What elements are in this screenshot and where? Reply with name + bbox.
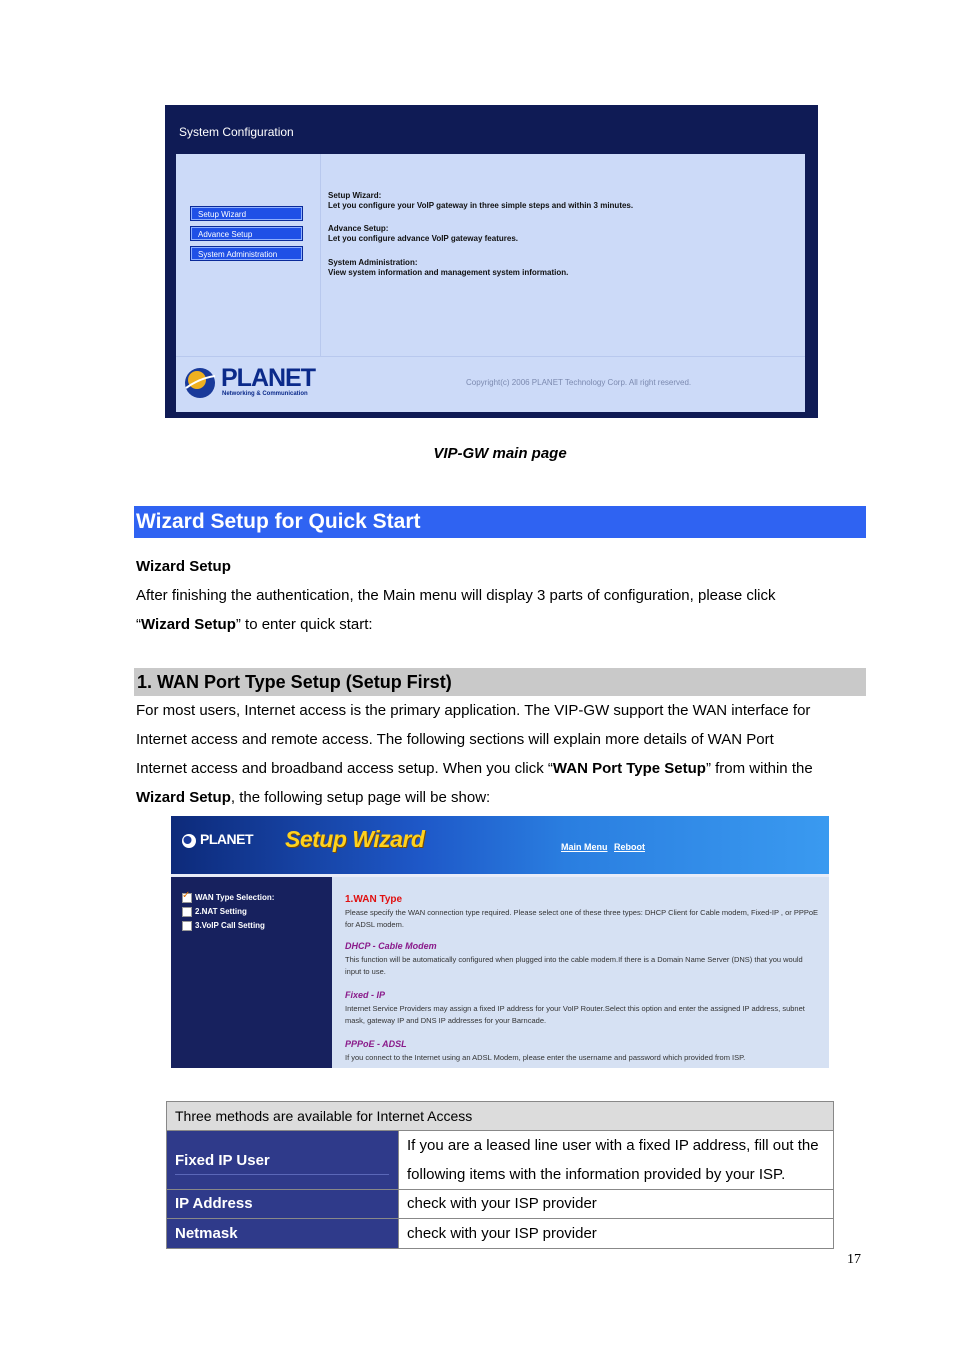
internet-access-table bbox=[166, 1101, 834, 1249]
intro-heading: Wizard Setup bbox=[136, 558, 231, 575]
intro-bold: Wizard Setup bbox=[141, 616, 236, 633]
planet-small-logo-icon bbox=[181, 833, 197, 849]
checkbox-icon[interactable] bbox=[182, 907, 192, 917]
pppoe-heading: PPPoE - ADSL bbox=[345, 1039, 407, 1049]
body-l3-a: Internet access and broadband access setup. When you click “ bbox=[136, 760, 553, 777]
figure-caption: VIP-GW main page bbox=[433, 445, 567, 462]
desc-advance-setup bbox=[328, 224, 518, 244]
system-administration-button[interactable]: System Administration bbox=[190, 246, 303, 261]
intro-rest: ” to enter quick start: bbox=[235, 616, 373, 633]
subsection-title: 1. WAN Port Type Setup (Setup First) bbox=[137, 672, 452, 692]
intro-line-1: After finishing the authentication, the Main menu will display 3 parts of configuration, please click bbox=[136, 587, 776, 604]
wizard-content bbox=[332, 877, 829, 1068]
nav-nat-setting[interactable] bbox=[182, 907, 247, 917]
desc-heading: Setup Wizard: bbox=[328, 191, 382, 200]
body-line-4 bbox=[136, 789, 490, 807]
desc-text: Let you configure advance VoIP gateway features. bbox=[328, 234, 518, 243]
wizard-banner-title: Setup Wizard bbox=[285, 826, 425, 852]
subsection-title-bar bbox=[134, 668, 866, 696]
desc-heading: Advance Setup: bbox=[328, 224, 389, 233]
wizard-top-links bbox=[561, 842, 649, 852]
nav-label: 3.VoIP Call Setting bbox=[195, 921, 265, 931]
planet-logo-tagline: Networking & Communication bbox=[222, 391, 308, 397]
wizard-banner bbox=[171, 816, 829, 874]
advance-setup-button[interactable]: Advance Setup bbox=[190, 226, 303, 241]
body-l3-c: ” from within the bbox=[705, 760, 813, 777]
wan-type-text: Please specify the WAN connection type required. Please select one of these three types: DHCP Client for Cable modem, Fixed-IP , or PPPoE for ADSL modem. bbox=[345, 908, 819, 929]
desc-text: Let you configure your VoIP gateway in three simple steps and within 3 minutes. bbox=[328, 201, 634, 210]
table-header: Three methods are available for Internet Access bbox=[166, 1101, 834, 1131]
main-menu-link[interactable]: Main Menu bbox=[561, 842, 608, 852]
wizard-nav bbox=[171, 877, 332, 1068]
body-l4-a: Wizard Setup bbox=[136, 789, 231, 806]
row-netmask-label: Netmask bbox=[166, 1218, 399, 1249]
desc-system-administration bbox=[328, 258, 568, 278]
planet-logo-text: PLANET bbox=[221, 364, 315, 392]
system-config-title: System Configuration bbox=[179, 125, 294, 139]
section-title: Wizard Setup for Quick Start bbox=[136, 510, 421, 533]
setup-wizard-button[interactable]: Setup Wizard bbox=[190, 206, 303, 221]
label-underline bbox=[175, 1174, 389, 1175]
nav-wan-type[interactable] bbox=[182, 893, 274, 903]
row-fixed-ip-value bbox=[398, 1130, 834, 1190]
fixed-ip-heading: Fixed - IP bbox=[345, 990, 386, 1000]
desc-text: View system information and management system information. bbox=[328, 268, 569, 277]
dhcp-heading: DHCP - Cable Modem bbox=[345, 941, 437, 951]
body-l4-b: , the following setup page will be show: bbox=[230, 789, 491, 806]
fixed-ip-value-line-1: If you are a leased line user with a fixed IP address, fill out the bbox=[407, 1137, 819, 1154]
pppoe-text: If you connect to the Internet using an ADSL Modem, please enter the username and password which provided from ISP. bbox=[345, 1053, 746, 1062]
nav-label: WAN Type Selection: bbox=[195, 893, 275, 903]
reboot-link[interactable]: Reboot bbox=[614, 842, 646, 852]
desc-setup-wizard bbox=[328, 191, 633, 211]
wan-type-heading: 1.WAN Type bbox=[345, 894, 403, 905]
row-fixed-ip-label: Fixed IP User bbox=[166, 1130, 399, 1190]
fixed-ip-text: Internet Service Providers may assign a fixed IP address for your VoIP Router.Select this option and enter the assigned IP address, subnet mask, gateway IP and DNS IP addresses for your Barncade. bbox=[345, 1004, 805, 1025]
section-title-bar bbox=[134, 506, 866, 538]
nav-voip-call-setting[interactable] bbox=[182, 921, 265, 931]
setup-wizard-screenshot bbox=[171, 816, 829, 1068]
checkbox-checked-icon[interactable] bbox=[182, 893, 192, 903]
page-number: 17 bbox=[847, 1252, 861, 1267]
body-line-1: For most users, Internet access is the primary application. The VIP-GW support the WAN interface for bbox=[136, 702, 811, 719]
fixed-ip-value-line-2: following items with the information provided by your ISP. bbox=[407, 1166, 786, 1183]
quote-open: “ bbox=[136, 616, 141, 633]
main-page-screenshot bbox=[165, 105, 818, 418]
planet-logo-icon bbox=[183, 366, 217, 400]
panel-divider-vertical bbox=[320, 154, 321, 356]
desc-heading: System Administration: bbox=[328, 258, 418, 267]
body-line-3 bbox=[136, 760, 813, 778]
wizard-logo-text: PLANET bbox=[200, 831, 253, 847]
nav-label: 2.NAT Setting bbox=[195, 907, 247, 917]
intro-line-2 bbox=[136, 616, 373, 634]
copyright-text: Copyright(c) 2006 PLANET Technology Corp. All right reserved. bbox=[466, 378, 692, 387]
row-ip-address-label: IP Address bbox=[166, 1189, 399, 1219]
body-l3-b: WAN Port Type Setup bbox=[552, 760, 706, 777]
dhcp-text: This function will be automatically configured when plugged into the cable modem.If there is a Domain Name Server (DNS) that you would input to use. bbox=[345, 955, 803, 976]
row-netmask-value: check with your ISP provider bbox=[398, 1218, 834, 1249]
panel-divider-horizontal bbox=[176, 356, 805, 357]
config-panel bbox=[176, 154, 805, 412]
body-line-2: Internet access and remote access. The following sections will explain more details of WAN Port bbox=[136, 731, 774, 748]
row-ip-address-value: check with your ISP provider bbox=[398, 1189, 834, 1219]
checkbox-icon[interactable] bbox=[182, 921, 192, 931]
